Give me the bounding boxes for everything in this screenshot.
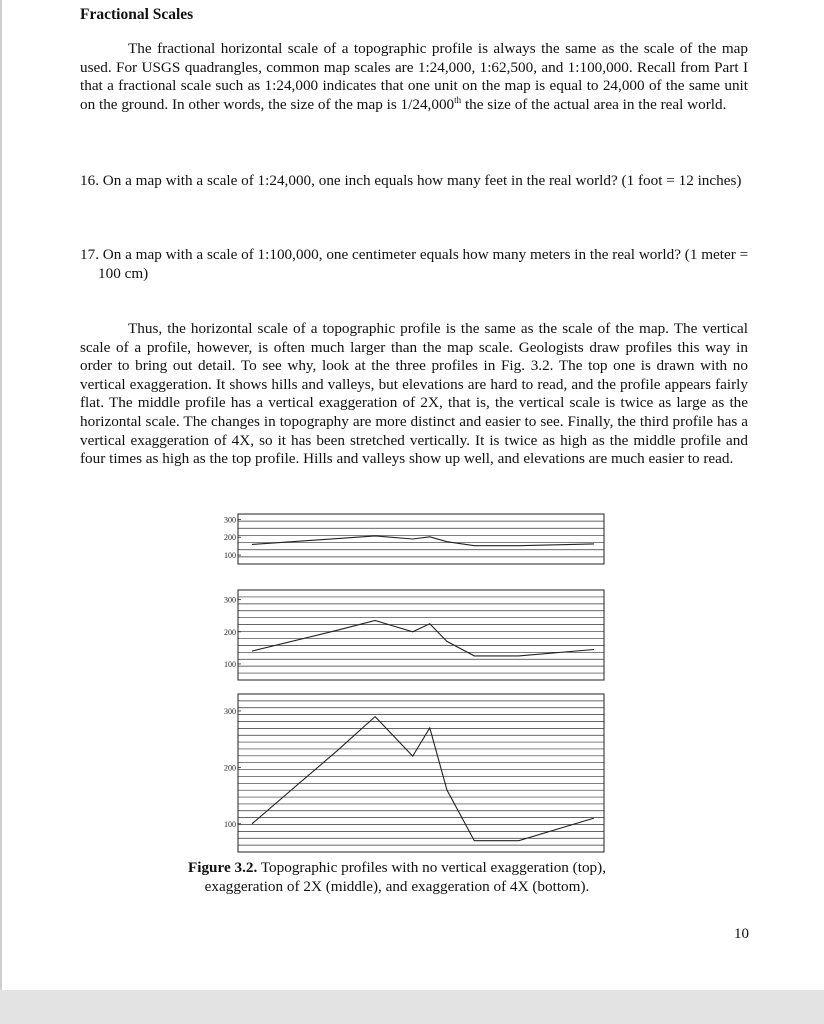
grid-lines <box>238 701 604 845</box>
section-heading: Fractional Scales <box>80 6 194 23</box>
profile-panel-4x <box>216 690 616 854</box>
question-16: 16. On a map with a scale of 1:24,000, one inch equals how many feet in the real world? (1 foot = 12 inches) <box>80 172 742 189</box>
grid-lines <box>238 521 604 557</box>
y-tick-label: 200 <box>224 533 236 543</box>
profile-chart-4x <box>216 690 616 854</box>
panel-frame <box>238 514 604 564</box>
y-tick-label: 300 <box>224 515 236 525</box>
panel-frame <box>238 694 604 852</box>
profile-chart-1x <box>216 510 616 566</box>
figure-label: Figure 3.2. <box>187 859 258 876</box>
y-tick-label: 300 <box>224 595 236 605</box>
profile-panel-1x <box>216 510 616 566</box>
grid-lines <box>238 597 604 673</box>
y-tick-label: 100 <box>224 819 236 829</box>
y-tick-label: 100 <box>224 551 236 561</box>
y-tick-label: 100 <box>224 659 236 669</box>
profile-line <box>252 536 594 546</box>
y-tick-label: 200 <box>224 627 236 637</box>
figure-caption-text: Topographic profiles with no vertical exaggeration (top), exaggeration of 2X (middle), and exaggeration of 4X (bottom). <box>204 859 607 895</box>
profile-panel-2x <box>216 586 616 682</box>
figure-caption <box>152 858 642 896</box>
body-text: Thus, the horizontal scale of a topographic profile is the same as the scale of the map. The vertical scale of a profile, however, is often much larger than the map scale. Geologists draw profiles this way in order to bring out detail. To see why, look at the three profiles in Fig. 3.2. The top one is drawn with no vertical exaggeration. It shows hills and valleys, but elevations are hard to read, and the profile appears fairly flat. The middle profile has a vertical exaggeration of 2X, that is, the vertical scale is twice as large as the horizontal scale. The changes in topography are more distinct and easier to see. Finally, the third profile has a vertical exaggeration of 4X, so it has been stretched vertically. It is twice as high as the middle profile and four times as high as the top profile. Hills and valleys show up well, and elevations are much easier to read. <box>80 320 748 468</box>
intro-text: The fractional horizontal scale of a topographic profile is always the same as the scale of the map used. For USGS quadrangles, common map scales are 1:24,000, 1:62,500, and 1:100,000. Recall from Part I that a fractional scale such as 1:24,000 indicates that one unit on the map is equal to 24,000 of the same unit on the ground. In other words, the size of the map is 1/24,000 <box>80 40 748 113</box>
intro-superscript: th <box>454 94 462 105</box>
intro-text-end: the size of the actual area in the real world. <box>461 95 727 113</box>
intro-paragraph <box>80 40 748 114</box>
profile-chart-2x <box>216 586 616 682</box>
body-paragraph <box>80 320 748 469</box>
y-tick-label: 200 <box>224 763 236 773</box>
y-tick-label: 300 <box>224 706 236 716</box>
page-number: 10 <box>734 926 749 942</box>
question-17: 17. On a map with a scale of 1:100,000, one centimeter equals how many meters in the real world? (1 meter = 100 cm) <box>80 246 749 282</box>
